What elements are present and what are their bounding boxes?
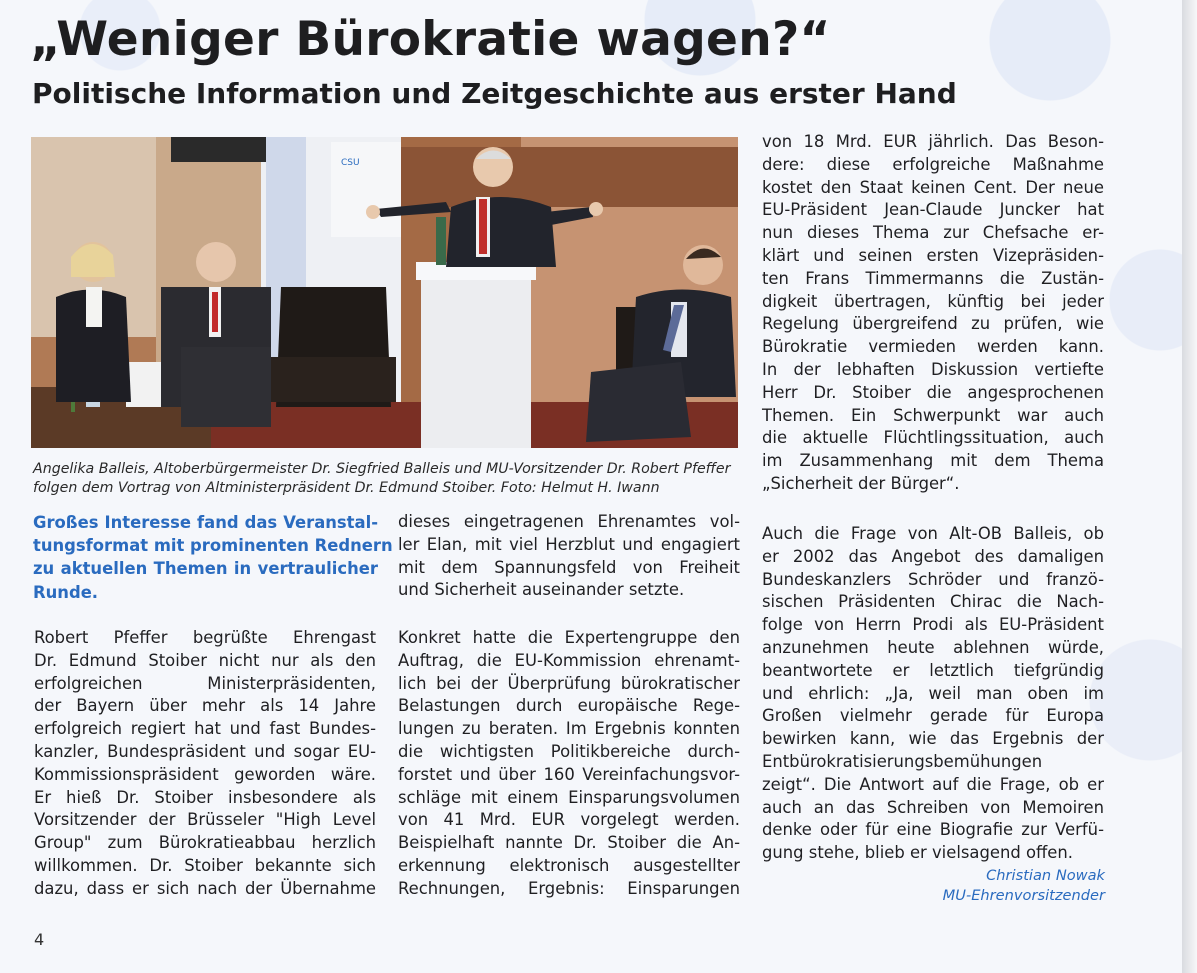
caption-line: Angelika Balleis, Altoberbürgermeister Dr. Siegfried Balleis und MU-Vorsitzender Dr. Robert Pfeffer <box>33 461 731 477</box>
text-line: lich bei der Überprüfung bürokratischer <box>398 673 740 693</box>
text-line: erfolgreich regiert hat und fast Bundes- <box>34 719 376 739</box>
article-subtitle: Politische Information und Zeitgeschichte aus erster Hand <box>32 77 957 110</box>
text-line: auch an das Schreiben von Memoiren <box>762 797 1104 817</box>
text-line: dazu, dass er sich nach der Übernahme <box>34 878 376 898</box>
text-line: ten Frans Timmermanns die Zustän- <box>762 268 1104 288</box>
text-line: der Bayern über mehr als 14 Jahre <box>34 696 376 716</box>
text-line: Vorsitzender der Brüsseler "High Level <box>34 810 376 830</box>
text-line: im Zusammenhang mit dem Thema <box>762 451 1104 471</box>
text-line: gung stehe, blieb er vielsagend offen. <box>762 843 1073 863</box>
banner-text: CSU <box>341 158 360 168</box>
text-line: folge von Herrn Prodi als EU-Präsident <box>762 615 1104 635</box>
text-line: Er hieß Dr. Stoiber insbesondere als <box>34 787 376 807</box>
text-line: Auch die Frage von Alt-OB Balleis, ob <box>762 524 1104 543</box>
text-line: Rechnungen, Ergebnis: Einsparungen <box>398 878 740 898</box>
column-3-part-2 <box>762 523 1104 865</box>
text-line: und Sicherheit auseinander setzte. <box>398 580 685 600</box>
text-line: mit dem Spannungsfeld von Freiheit <box>398 557 740 577</box>
text-line: nun dieses Thema zur Chefsache er- <box>762 223 1104 243</box>
text-line: Konkret hatte die Expertengruppe den <box>398 628 740 647</box>
text-line: beantwortete er letztlich tiefgründig <box>762 660 1104 680</box>
text-line: von 41 Mrd. EUR vorgelegt werden. <box>398 810 740 830</box>
text-line: klärt und seinen ersten Vizepräsiden- <box>762 245 1104 265</box>
article-title: „Weniger Bürokratie wagen?“ <box>30 12 831 67</box>
author-role: MU-Ehrenvorsitzender <box>942 887 1105 904</box>
text-line: lungen zu beraten. Im Ergebnis konnten <box>398 719 740 739</box>
text-line: Dr. Edmund Stoiber nicht nur als den <box>34 650 376 670</box>
column-2-part-1 <box>398 511 740 602</box>
text-line: dieses eingetragenen Ehrenamtes vol- <box>398 512 740 531</box>
author-block <box>943 866 1105 906</box>
caption-line: folgen dem Vortrag von Altministerpräsident Dr. Edmund Stoiber. Foto: Helmut H. Iwann <box>33 480 660 496</box>
photo-caption <box>33 460 748 498</box>
text-line: schläge mit einem Einsparungsvolumen <box>398 787 740 807</box>
lead-paragraph <box>33 511 393 604</box>
photo-illustration <box>31 137 738 448</box>
lead-line: zu aktuellen Themen in vertraulicher <box>33 559 378 579</box>
lead-line: Runde. <box>33 582 99 602</box>
text-line: zeigt“. Die Antwort auf die Frage, ob er <box>762 774 1104 794</box>
page-number: 4 <box>34 930 45 949</box>
text-line: die aktuelle Flüchtlingssituation, auch <box>762 428 1104 448</box>
text-line: erfolgreichen Ministerpräsidenten, <box>34 673 376 693</box>
lead-line: tungsformat mit prominenten Rednern <box>33 536 393 556</box>
lead-line: Großes Interesse fand das Veranstal- <box>33 513 378 532</box>
text-line: Kommissionspräsident geworden wäre. <box>34 764 376 784</box>
text-line: Bürokratie vermieden werden kann. <box>762 337 1104 357</box>
text-line: Auftrag, die EU-Kommission ehrenamt- <box>398 650 740 670</box>
text-line: sischen Präsidenten Chirac die Nach- <box>762 592 1104 612</box>
author-name: Christian Nowak <box>986 867 1105 884</box>
text-line: Themen. Ein Schwerpunkt war auch <box>762 405 1104 425</box>
text-line: dere: diese erfolgreiche Maßnahme <box>762 154 1104 174</box>
text-line: Beispielhaft nannte Dr. Stoiber die An- <box>398 833 740 853</box>
text-line: anzunehmen heute ablehnen würde, <box>762 637 1104 657</box>
text-line: Entbürokratisierungsbemühungen <box>762 751 1043 771</box>
column-2-part-2 <box>398 627 740 901</box>
text-line: In der lebhaften Diskussion vertiefte <box>762 359 1104 379</box>
text-line: Großen vielmehr gerade für Europa <box>762 706 1104 726</box>
text-line: Herr Dr. Stoiber die angesprochenen <box>762 382 1104 402</box>
text-line: EU-Präsident Jean-Claude Juncker hat <box>762 200 1104 220</box>
text-line: Regelung übergreifend zu prüfen, wie <box>762 314 1104 334</box>
text-line: Group" zum Bürokratieabbau herzlich <box>34 833 376 853</box>
column-1 <box>34 627 376 901</box>
text-line: Robert Pfeffer begrüßte Ehrengast <box>34 628 376 647</box>
text-line: kostet den Staat keinen Cent. Der neue <box>762 177 1104 197</box>
page-edge <box>1182 0 1197 973</box>
text-line: die wichtigsten Politikbereiche durch- <box>398 741 740 761</box>
text-line: er 2002 das Angebot des damaligen <box>762 546 1104 566</box>
text-line: und ehrlich: „Ja, weil man oben im <box>762 683 1104 703</box>
text-line: forstet und über 160 Vereinfachungsvor- <box>398 764 740 784</box>
text-line: bewirken kann, wie das Ergebnis der <box>762 729 1104 749</box>
text-line: ler Elan, mit viel Herzblut und engagiert <box>398 534 740 554</box>
column-3-part-1 <box>762 131 1104 496</box>
text-line: digkeit übertragen, künftig bei jeder <box>762 291 1104 311</box>
text-line: von 18 Mrd. EUR jährlich. Das Beson- <box>762 132 1104 151</box>
text-line: „Sicherheit der Bürger“. <box>762 473 960 493</box>
text-line: willkommen. Dr. Stoiber bekannte sich <box>34 855 376 875</box>
event-photo <box>31 137 738 448</box>
text-line: erkennung elektronisch ausgestellter <box>398 855 740 875</box>
text-line: denke oder für eine Biografie zur Verfü- <box>762 820 1104 840</box>
text-line: Bundeskanzlers Schröder und franzö- <box>762 569 1104 589</box>
text-line: Belastungen durch europäische Rege- <box>398 696 740 716</box>
text-line: kanzler, Bundespräsident und sogar EU- <box>34 741 376 761</box>
